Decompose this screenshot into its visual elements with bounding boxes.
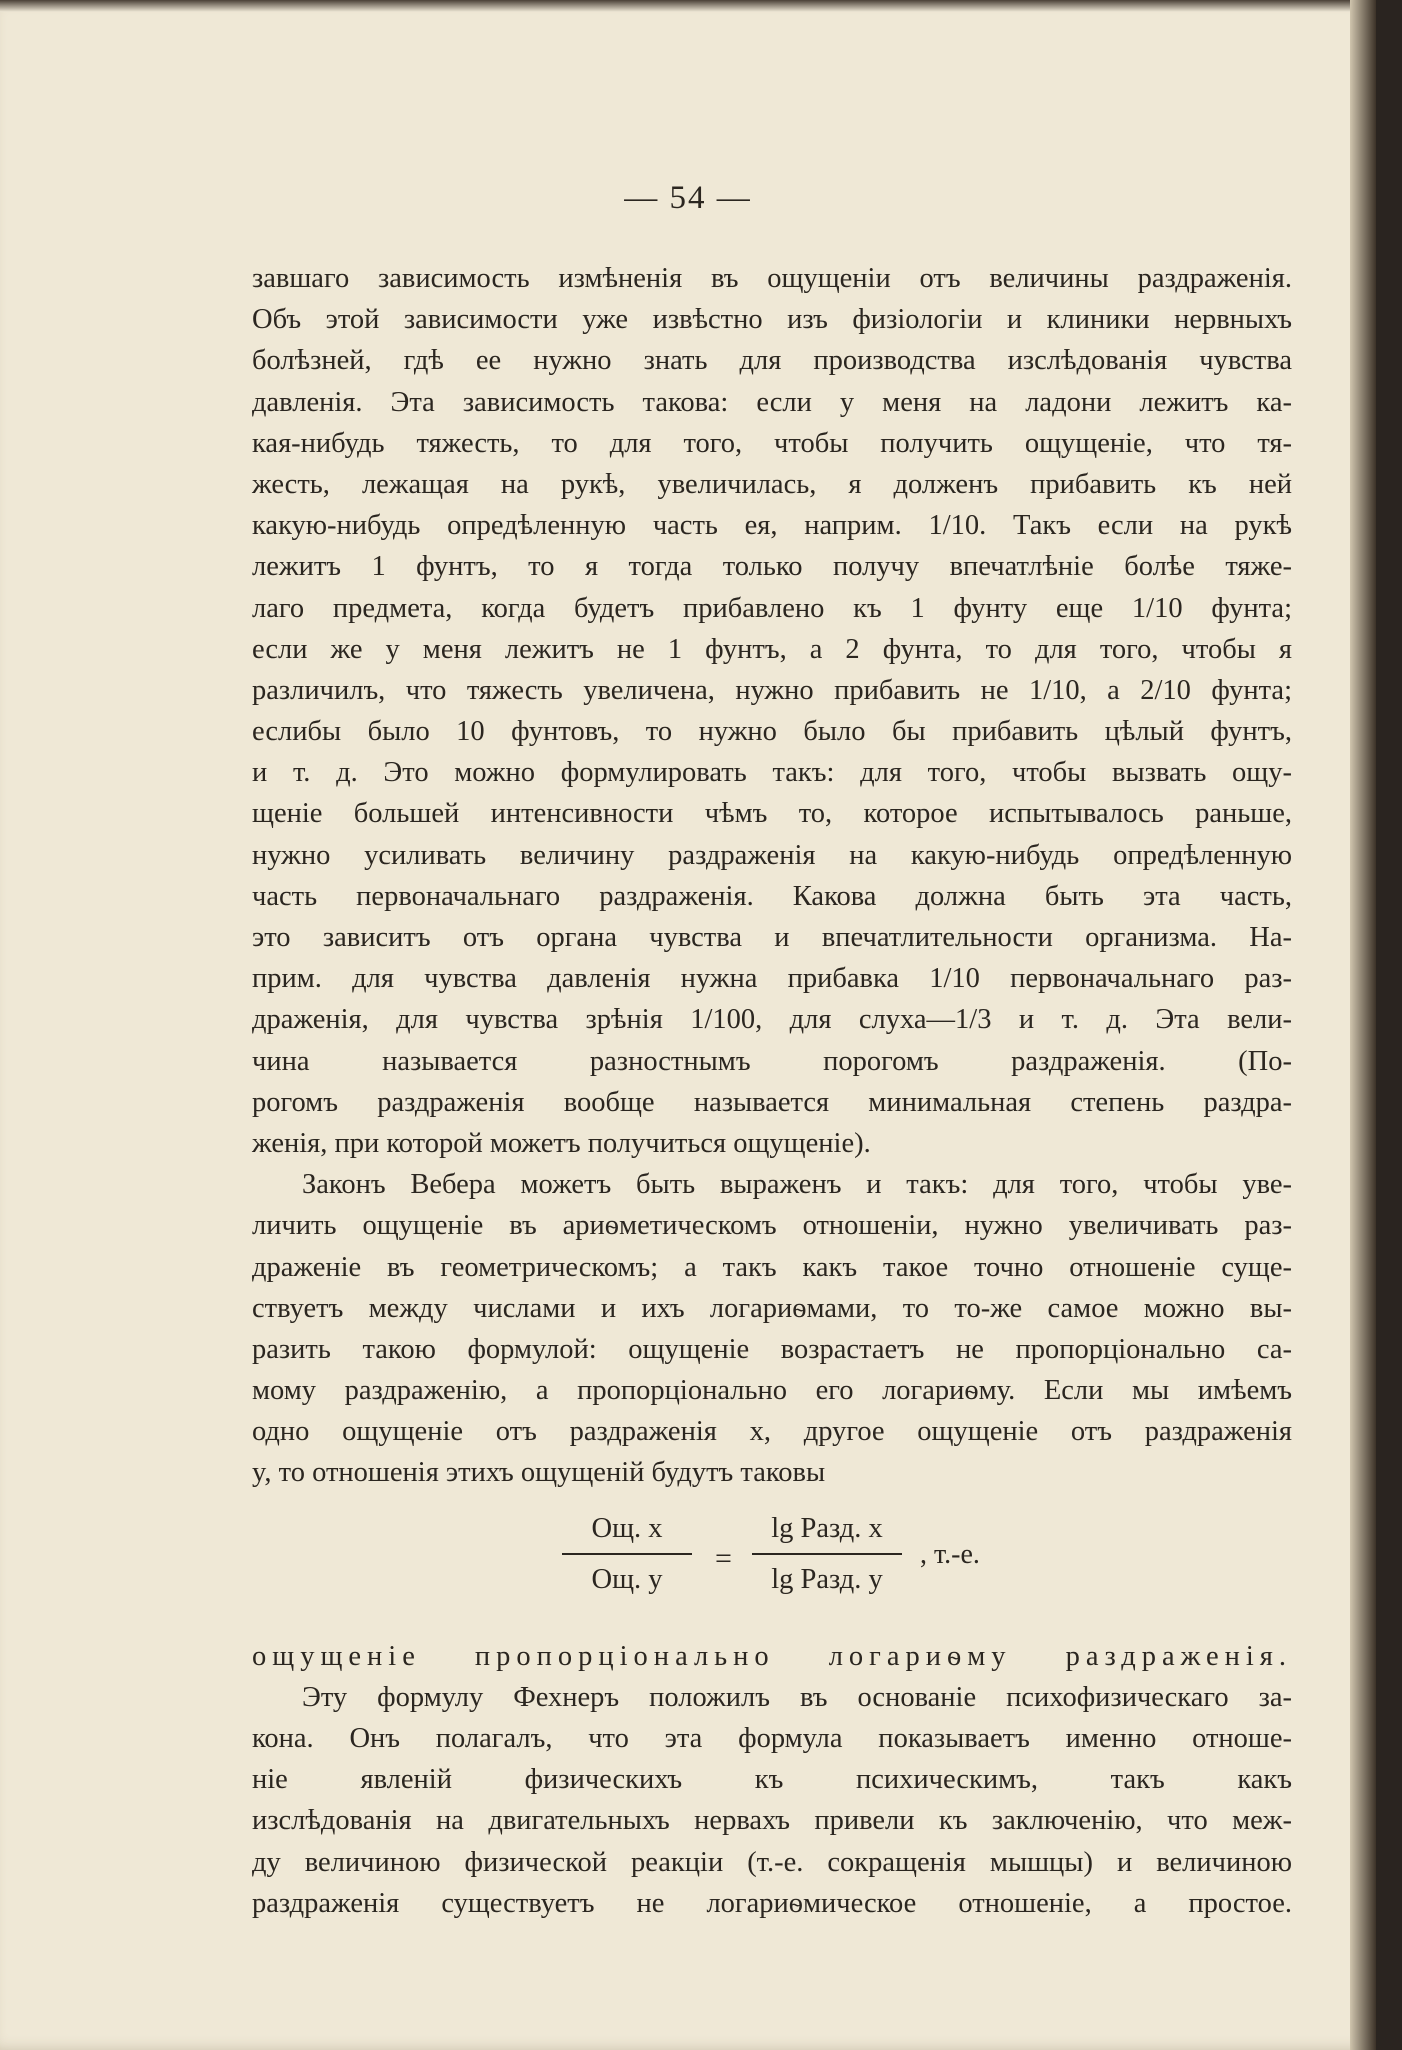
text-line: лежитъ 1 фунтъ, то я тогда только получу впечатлѣніе болѣе тяже- — [252, 551, 1292, 583]
text-line: Объ этой зависимости уже извѣстно изъ физіологіи и клиники нервныхъ — [252, 304, 1292, 336]
text-line: ствуетъ между числами и ихъ логариѳмами, то то-же самое можно вы- — [252, 1292, 1292, 1324]
text-line: давленія. Эта зависимость такова: если у меня на ладони лежитъ ка- — [252, 386, 1292, 418]
text-line: это зависитъ отъ органа чувства и впечатлительности организма. На- — [252, 922, 1292, 953]
text-line: женія, при которой можетъ получиться ощущеніе). — [252, 1127, 871, 1159]
text-line: и т. д. Это можно формулировать такъ: для того, чтобы вызвать ощу- — [252, 757, 1292, 789]
text-line: щеніе большей интенсивности чѣмъ то, которое испытывалось раньше, — [252, 798, 1292, 830]
text-line: прим. для чувства давленія нужна прибавка 1/10 первоначальнаго раз- — [252, 963, 1292, 995]
formula-left-numerator: Ощ. x — [562, 1508, 692, 1555]
text-line: личить ощущеніе въ ариѳметическомъ отношеніи, нужно увеличивать раз- — [252, 1210, 1292, 1242]
formula — [252, 1508, 1292, 1626]
text-line: если же у меня лежитъ не 1 фунтъ, а 2 фунта, то для того, чтобы я — [252, 633, 1292, 665]
page-binding-edge — [1350, 0, 1376, 2050]
text-line: разить такою формулой: ощущеніе возрастаетъ не пропорціонально са- — [252, 1333, 1292, 1365]
text-line: различилъ, что тяжесть увеличена, нужно прибавить не 1/10, а 2/10 фунта; — [252, 674, 1292, 706]
formula-equals-sign: = — [715, 1541, 732, 1575]
text-line: раздраженія существуетъ не логариѳмическое отношеніе, а простое. — [252, 1887, 1292, 1919]
text-line: нужно усиливать величину раздраженія на какую-нибудь опредѣленную — [252, 839, 1292, 871]
page-number: — 54 — — [624, 180, 752, 216]
text-line: Законъ Вебера можетъ быть выраженъ и такъ: для того, чтобы уве- — [302, 1169, 1292, 1201]
text-line: лаго предмета, когда будетъ прибавлено къ 1 фунту еще 1/10 фунта; — [252, 592, 1292, 624]
text-line: мому раздраженію, а пропорціонально его логариѳму. Если мы имѣемъ — [252, 1375, 1292, 1407]
text-line: завшаго зависимость измѣненія въ ощущеніи отъ величины раздраженія. — [252, 263, 1292, 294]
text-line: кона. Онъ полагалъ, что эта формула показываетъ именно отноше- — [252, 1723, 1292, 1754]
formula-right-denominator: lg Разд. y — [771, 1563, 883, 1595]
text-line: Эту формулу Фехнеръ положилъ въ основаніе психофизическаго за- — [302, 1681, 1292, 1713]
text-line: ніе явленій физическихъ къ психическимъ, такъ какъ — [252, 1764, 1292, 1796]
text-line: чина называется разностнымъ порогомъ раздраженія. (По- — [252, 1045, 1292, 1077]
body-text — [252, 258, 1292, 1924]
text-line: жесть, лежащая на рукѣ, увеличилась, я долженъ прибавить къ ней — [252, 468, 1292, 500]
text-line: кая-нибудь тяжесть, то для того, чтобы получить ощущеніе, что тя- — [252, 427, 1292, 459]
text-line: еслибы было 10 фунтовъ, то нужно было бы прибавить цѣлый фунтъ, — [252, 716, 1292, 748]
formula-tail: , т.-е. — [920, 1538, 980, 1570]
text-line: какую-нибудь опредѣленную часть ея, наприм. 1/10. Такъ если на рукѣ — [252, 510, 1292, 542]
text-line: рогомъ раздраженія вообще называется минимальная степень раздра- — [252, 1086, 1292, 1118]
text-line: y, то отношенія этихъ ощущеній будутъ таковы — [252, 1457, 826, 1489]
text-line: драженіе въ геометрическомъ; а такъ какъ такое точно отношеніе суще- — [252, 1251, 1292, 1283]
text-line: ощущеніе пропорціонально логариѳму раздраженія. — [252, 1640, 1292, 1672]
formula-left-fraction — [562, 1508, 692, 1600]
text-line: одно ощущеніе отъ раздраженія x, другое ощущеніе отъ раздраженія — [252, 1416, 1292, 1448]
text-line: болѣзней, гдѣ ее нужно знать для производства изслѣдованія чувства — [252, 345, 1292, 377]
formula-left-denominator: Ощ. y — [591, 1563, 663, 1595]
text-line: часть первоначальнаго раздраженія. Какова должна быть эта часть, — [252, 880, 1292, 912]
text-line: изслѣдованія на двигательныхъ нервахъ привели къ заключенію, что меж- — [252, 1805, 1292, 1837]
formula-right-fraction — [752, 1508, 902, 1600]
text-line: ду величиною физической реакціи (т.-е. сокращенія мышцы) и величиною — [252, 1846, 1292, 1878]
formula-right-numerator: lg Разд. x — [752, 1508, 902, 1555]
text-line: драженія, для чувства зрѣнія 1/100, для слуха—1/3 и т. д. Эта вели- — [252, 1004, 1292, 1036]
page-top-edge — [0, 0, 1376, 12]
